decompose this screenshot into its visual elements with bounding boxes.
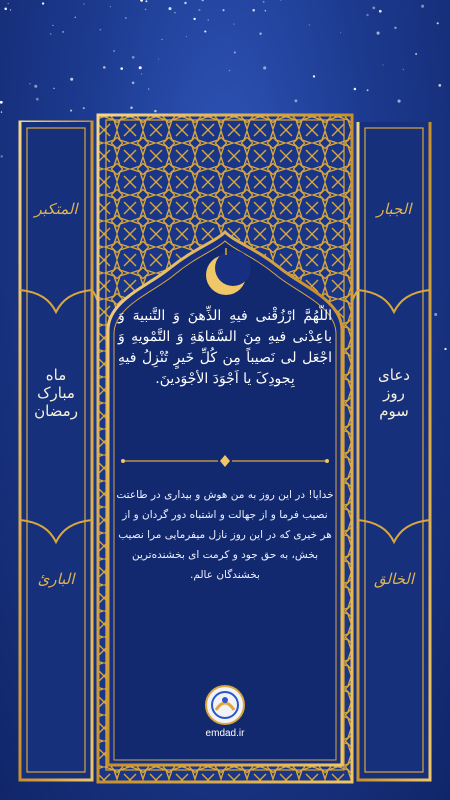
arabic-prayer-text: اللّهُمَّ ارْزُقْنی فیهِ الذِّهنَ وَ التَّنبیهَ وَ باعِدْنی فیهِ مِنَ السَّفاهَةِ وَ التَّمْویهِ وَ اجْعَل لی نَصیباً مِن کُلِّ خَیرٍ تُنْزِلُ فیهِ بِجودِکَ یا اَجْوَدَ الأجْوَدینَ. <box>118 308 332 387</box>
right-pillar-panel <box>358 122 430 780</box>
emdad-emblem-icon <box>206 686 244 724</box>
persian-translation-text: خدایا! در این روز به من هوش و بیداری در طاعتت نصیب فرما و از جهالت و اشتباه دور گردان و از هر خیری که در این روز نازل میفرمایی مرا نصیب بخش، به حق جود و کرمت ای بخشنده‌ترین بخشندگان عالم. <box>116 489 334 581</box>
left-pillar-panel <box>20 122 92 780</box>
left-bottom-calligraphy: البارئ <box>37 570 75 588</box>
central-arch <box>98 115 352 782</box>
left-ramadan-label: ماه مبارک رمضان <box>34 366 78 420</box>
website-link[interactable]: emdad.ir <box>205 728 245 739</box>
right-day-label: دعای روز سوم <box>378 366 410 420</box>
right-top-calligraphy: الجبار <box>376 200 412 218</box>
left-top-calligraphy: المتکبر <box>34 200 78 218</box>
right-bottom-calligraphy: الخالق <box>373 570 415 588</box>
